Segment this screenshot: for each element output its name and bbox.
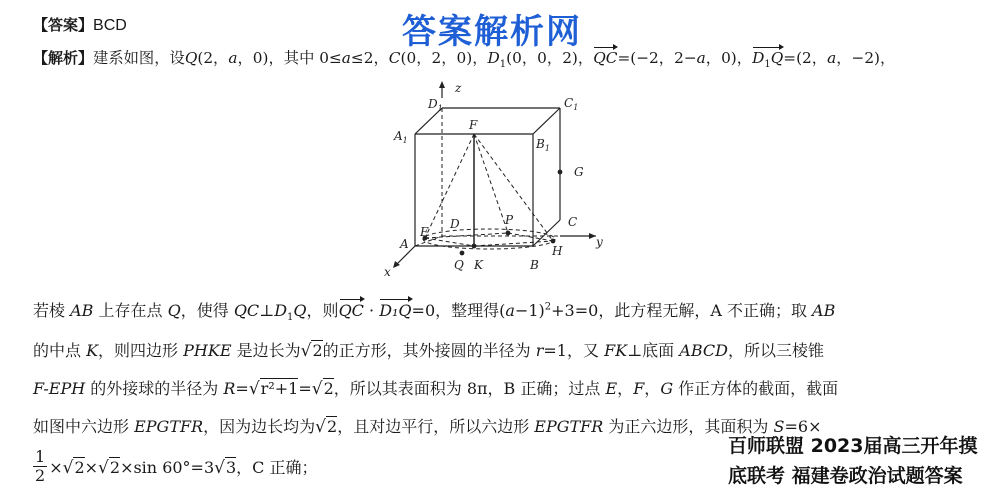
cube-figure [378, 78, 618, 288]
point-g [558, 170, 563, 175]
text: −1) [514, 301, 545, 320]
math-var: Q [293, 301, 307, 320]
body-line-6 [33, 448, 318, 485]
fraction-denominator: 2 [35, 466, 46, 485]
text: = [235, 379, 249, 398]
math-var: D [274, 301, 288, 320]
math-var: AB [70, 301, 94, 320]
answer-tag: 【答案】 [33, 16, 94, 34]
text: ，则四边形 [98, 341, 184, 360]
answer-value: BCD [93, 17, 127, 34]
math-var: a [827, 49, 837, 67]
sqrt: √2 [98, 458, 121, 478]
label-d1: $D_1$ [428, 97, 443, 113]
math-var: G [660, 379, 674, 398]
text: =(−2，2− [617, 49, 697, 67]
text: ，所以三棱锥 [727, 341, 824, 360]
vector: QC [338, 301, 364, 320]
text: × [84, 458, 99, 477]
sqrt: √3 [214, 458, 237, 478]
sqrt: √2 [62, 458, 85, 478]
z-axis-arrow [439, 81, 445, 88]
body-line-5 [33, 414, 821, 437]
sqrt: √2 [315, 417, 338, 437]
label-e: E [420, 225, 429, 239]
point-h [551, 239, 556, 244]
superscript: 2 [544, 301, 552, 313]
y-axis-arrow [589, 233, 596, 239]
math-var: QC [233, 301, 260, 320]
label-q: Q [454, 258, 464, 272]
text: 是边长为 [231, 341, 301, 360]
analysis-line-1 [33, 46, 895, 70]
text: 上存在点 [93, 301, 168, 320]
text: =1，又 [543, 341, 605, 360]
body-line-3 [33, 338, 824, 361]
body-line-2 [33, 298, 835, 323]
text: · [363, 301, 380, 320]
math-var: E [605, 379, 618, 398]
text: 若棱 [33, 301, 71, 320]
text: 如图中六边形 [33, 417, 135, 436]
math-var: FK [604, 341, 628, 360]
math-var: AB [812, 301, 836, 320]
label-d: D [450, 217, 460, 231]
text: 的中点 [33, 341, 87, 360]
math-var: EPGTFR [134, 417, 204, 436]
text: ⊥底面 [627, 341, 680, 360]
vector-d1q: $D_1Q$ [752, 49, 784, 71]
text: ，−2)， [836, 49, 896, 67]
text: 的外接球的半径为 [85, 379, 224, 398]
watermark-title: 答案解析网 [402, 12, 582, 52]
label-h: H [552, 244, 563, 258]
text: 作正方体的截面，截面 [673, 379, 839, 398]
vector: D₁Q [379, 301, 412, 320]
math-var: D [487, 49, 500, 67]
math-var: R [223, 379, 236, 398]
label-y: y [596, 235, 603, 249]
text: ，且对边平行，所以六边形 [337, 417, 535, 436]
text: =(2， [783, 49, 828, 67]
fraction-numerator: 1 [35, 447, 46, 466]
label-b: B [530, 258, 539, 272]
answer-line [33, 14, 127, 35]
source-stamp-line-1: 百师联盟 2023届高三开年摸 [728, 435, 978, 457]
math-var: Q [184, 49, 198, 67]
sqrt: √2 [300, 341, 323, 361]
analysis-tag: 【解析】 [33, 49, 94, 67]
label-z: z [455, 81, 462, 95]
source-stamp-line-2: 底联考 福建卷政治试题答案 [728, 465, 963, 487]
text: 建系如图，设 [93, 49, 185, 67]
subscript: 1 [287, 312, 294, 324]
math-var: K [86, 341, 99, 360]
text: =6× [784, 417, 822, 436]
point-q [460, 251, 465, 256]
text: ，因为边长均为 [203, 417, 316, 436]
text: ，则 [306, 301, 339, 320]
text: ，0)，其中 0≤ [237, 49, 342, 67]
text: ，使得 [180, 301, 234, 320]
text: ，所以其表面积为 8π，B 正确；过点 [333, 379, 606, 398]
text: ×sin 60°=3 [120, 458, 215, 477]
text: 的正方形，其外接圆的半径为 [322, 341, 536, 360]
label-a: A [400, 237, 409, 251]
text: × [49, 458, 63, 477]
subscript: 1 [499, 59, 507, 71]
math-var: F [633, 379, 645, 398]
math-var: ABCD [679, 341, 728, 360]
text: ，C 正确； [236, 458, 318, 477]
label-c: C [568, 215, 578, 229]
label-b1: $B_1$ [536, 137, 550, 153]
sqrt: √r²+1 [248, 379, 299, 399]
label-x: x [384, 265, 391, 279]
sqrt: √2 [311, 379, 334, 399]
math-var: a [228, 49, 238, 67]
label-a1: $A_1$ [394, 129, 408, 145]
fraction [33, 448, 47, 485]
math-var: a [341, 49, 351, 67]
label-c1: $C_1$ [564, 96, 579, 112]
math-var: EPGTFR [534, 417, 604, 436]
math-var: r [535, 341, 544, 360]
body-line-4 [33, 376, 838, 399]
text: ， [644, 379, 661, 398]
text: +3=0，此方程无解，A 不正确；取 [551, 301, 813, 320]
label-g: G [574, 165, 584, 179]
text: ， [617, 379, 634, 398]
math-var: a [505, 301, 515, 320]
label-f: F [469, 118, 478, 132]
text: ⊥ [259, 301, 275, 320]
math-var: a [696, 49, 706, 67]
label-k: K [474, 258, 483, 272]
text: = [298, 379, 312, 398]
text: (0，0，2)， [506, 49, 594, 67]
point-p [506, 231, 511, 236]
vector-qc: QC [593, 49, 618, 67]
math-var: S [773, 417, 785, 436]
text: ，0)， [705, 49, 753, 67]
math-var: F-EPH [33, 379, 86, 398]
text: 为正六边形，其面积为 [603, 417, 774, 436]
math-var: PHKE [183, 341, 232, 360]
math-var: Q [167, 301, 181, 320]
point-k [472, 244, 477, 249]
label-p: P [505, 213, 514, 227]
text: =0，整理得( [411, 301, 506, 320]
text: (2， [197, 49, 229, 67]
body-line-6-rest [49, 458, 317, 477]
math-var: C [388, 49, 401, 67]
text: ≤2， [350, 49, 389, 67]
text: (0，2，0)， [400, 49, 488, 67]
